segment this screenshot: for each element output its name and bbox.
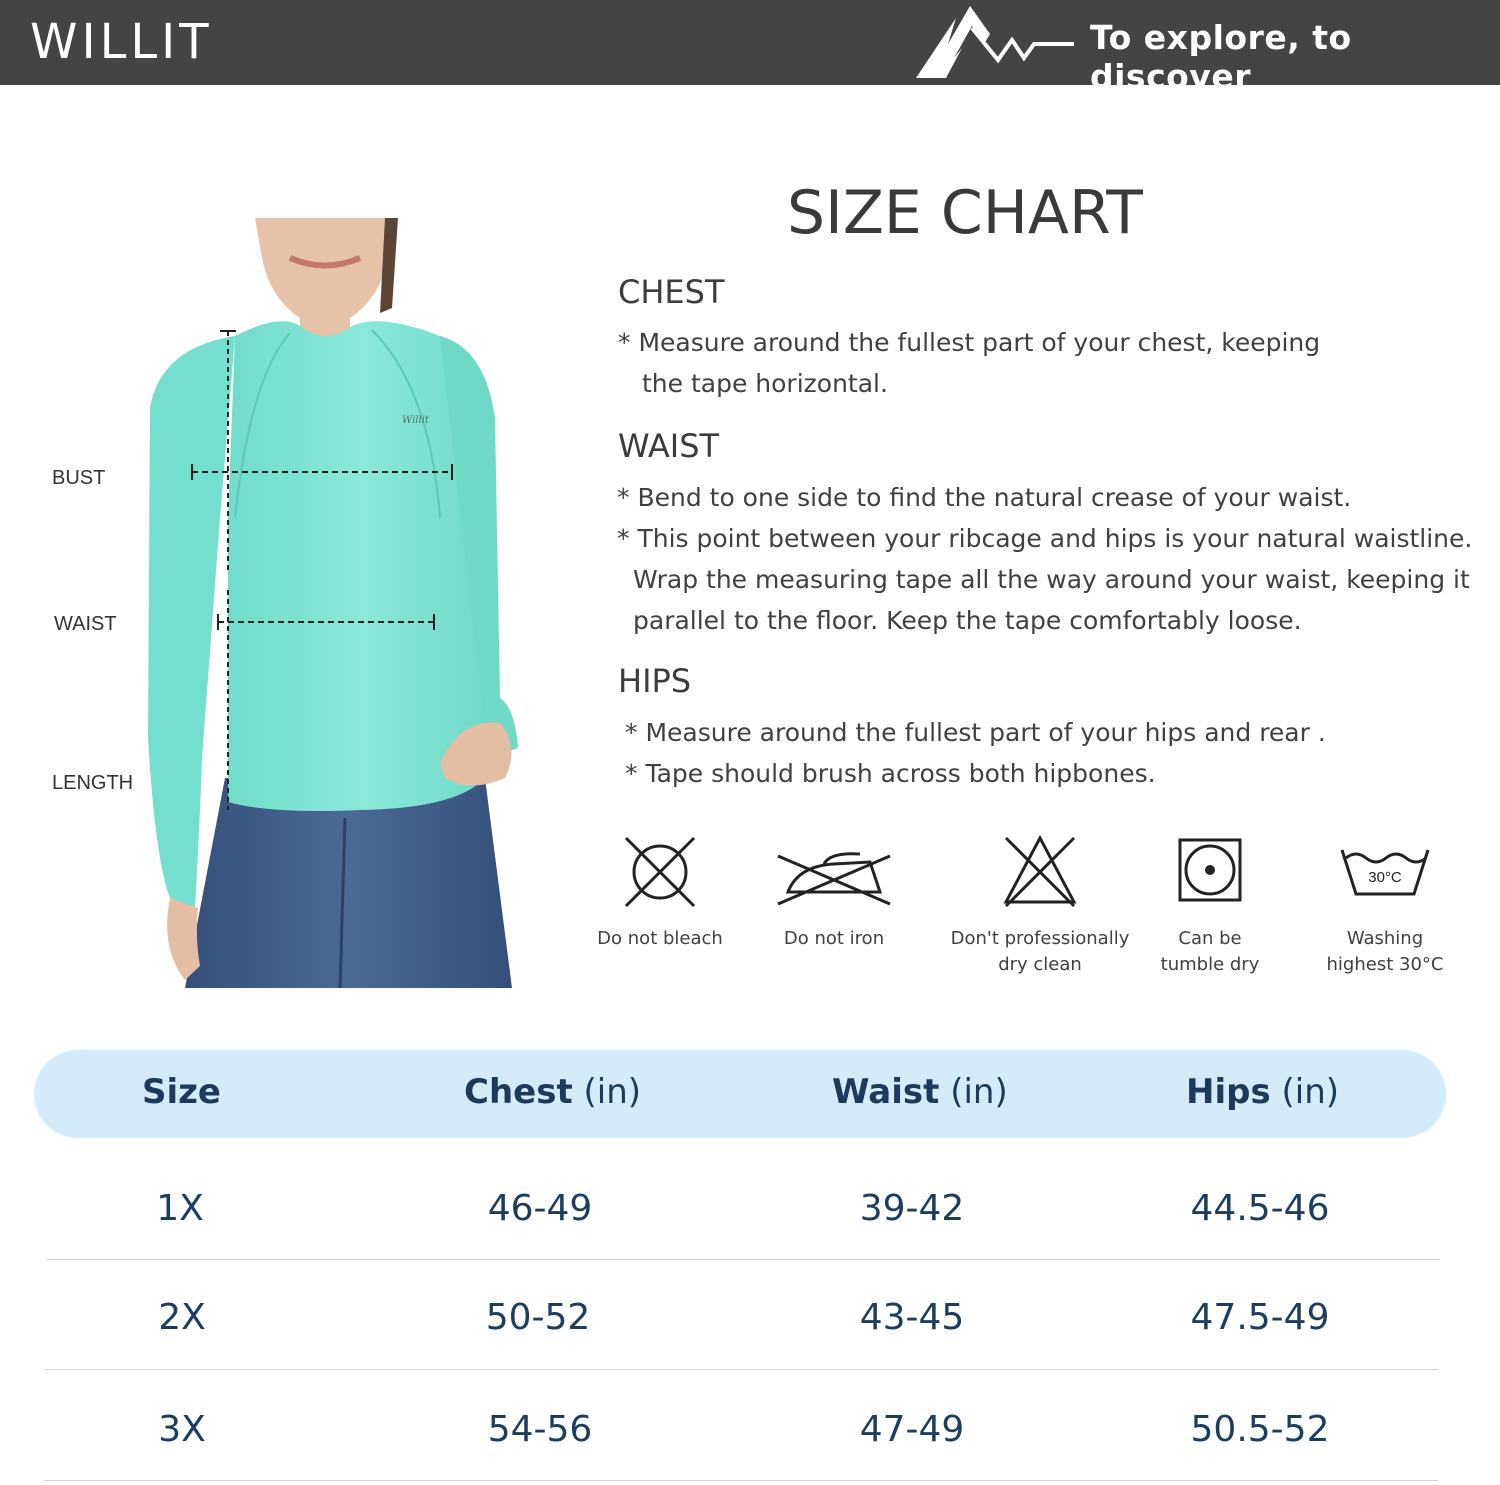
care-label: Don't professionally <box>950 928 1130 949</box>
waist-line-4: parallel to the floor. Keep the tape comfortably loose. <box>633 606 1302 635</box>
header-size <box>142 1072 221 1112</box>
header-hips-unit: (in) <box>1281 1072 1340 1112</box>
care-label: Washing <box>1346 928 1424 949</box>
hips-heading: HIPS <box>618 662 692 700</box>
hips-line-2: * Tape should brush across both hipbones. <box>625 759 1156 788</box>
hips-line-1: * Measure around the fullest part of your hips and rear . <box>625 718 1326 747</box>
chest-heading: CHEST <box>618 273 725 311</box>
bust-label: BUST <box>52 467 106 489</box>
header-hips-label: Hips <box>1186 1072 1271 1112</box>
waist-line-3: Wrap the measuring tape all the way around your waist, keeping it <box>633 565 1470 594</box>
mountain-logo-icon <box>912 4 1082 80</box>
page-title: SIZE CHART <box>787 178 1143 248</box>
header-chest-unit: (in) <box>583 1072 642 1112</box>
table-cell-chest: 50-52 <box>485 1297 591 1338</box>
table-cell-hips: 50.5-52 <box>1190 1409 1330 1450</box>
care-label: Do not iron <box>783 928 885 949</box>
table-cell-size: 2X <box>158 1297 206 1338</box>
table-cell-size: 1X <box>156 1188 204 1229</box>
header-waist-label: Waist <box>832 1072 940 1112</box>
care-label: dry clean <box>998 954 1082 975</box>
table-cell-chest: 46-49 <box>487 1188 593 1229</box>
header-waist-unit: (in) <box>950 1072 1008 1112</box>
waist-heading: WAIST <box>618 427 720 465</box>
waist-label: WAIST <box>54 613 117 635</box>
header-bar <box>0 0 1500 96</box>
tumble-dry-icon <box>1170 832 1250 912</box>
care-item-tumble-dry <box>1140 832 1280 978</box>
table-cell-size: 3X <box>158 1409 206 1450</box>
care-item-no-dry-clean <box>950 832 1130 978</box>
chest-line-2: the tape horizontal. <box>642 369 888 398</box>
shirt-logo: Willit <box>402 415 429 426</box>
tagline: To explore, to discover <box>1090 18 1352 96</box>
row-divider <box>44 1369 1438 1370</box>
care-item-no-bleach <box>580 832 740 952</box>
table-cell-waist: 47-49 <box>859 1409 965 1450</box>
no-bleach-icon <box>620 832 700 912</box>
no-dry-clean-icon <box>1000 832 1080 912</box>
row-divider <box>44 1480 1438 1481</box>
waist-line-2: * This point between your ribcage and hips is your natural waistline. <box>617 524 1473 553</box>
table-cell-hips: 44.5-46 <box>1190 1188 1330 1229</box>
length-label: LENGTH <box>52 772 134 794</box>
header-waist <box>832 1072 1008 1112</box>
header-chest <box>464 1072 641 1112</box>
header-size-label: Size <box>142 1072 221 1112</box>
table-cell-hips: 47.5-49 <box>1190 1297 1330 1338</box>
care-label: highest 30°C <box>1326 954 1444 975</box>
table-cell-waist: 39-42 <box>859 1188 965 1229</box>
brand-logo: WILLIT <box>30 14 213 70</box>
care-label: Do not bleach <box>597 928 723 949</box>
row-divider <box>46 1259 1440 1260</box>
header-hips <box>1186 1072 1339 1112</box>
care-label: Can be <box>1178 928 1242 949</box>
wash-temp-text: 30°C <box>1368 869 1402 886</box>
no-iron-icon <box>774 832 894 912</box>
care-item-wash-30 <box>1310 832 1460 978</box>
waist-line-1: * Bend to one side to find the natural crease of your waist. <box>617 483 1352 512</box>
table-cell-chest: 54-56 <box>487 1409 593 1450</box>
chest-line-1: * Measure around the fullest part of your chest, keeping <box>618 328 1321 357</box>
table-cell-waist: 43-45 <box>859 1297 965 1338</box>
care-label: tumble dry <box>1160 954 1260 975</box>
header-chest-label: Chest <box>464 1072 573 1112</box>
care-item-no-iron <box>754 832 914 952</box>
wash-30-icon <box>1330 832 1440 912</box>
model-photo <box>140 218 540 988</box>
